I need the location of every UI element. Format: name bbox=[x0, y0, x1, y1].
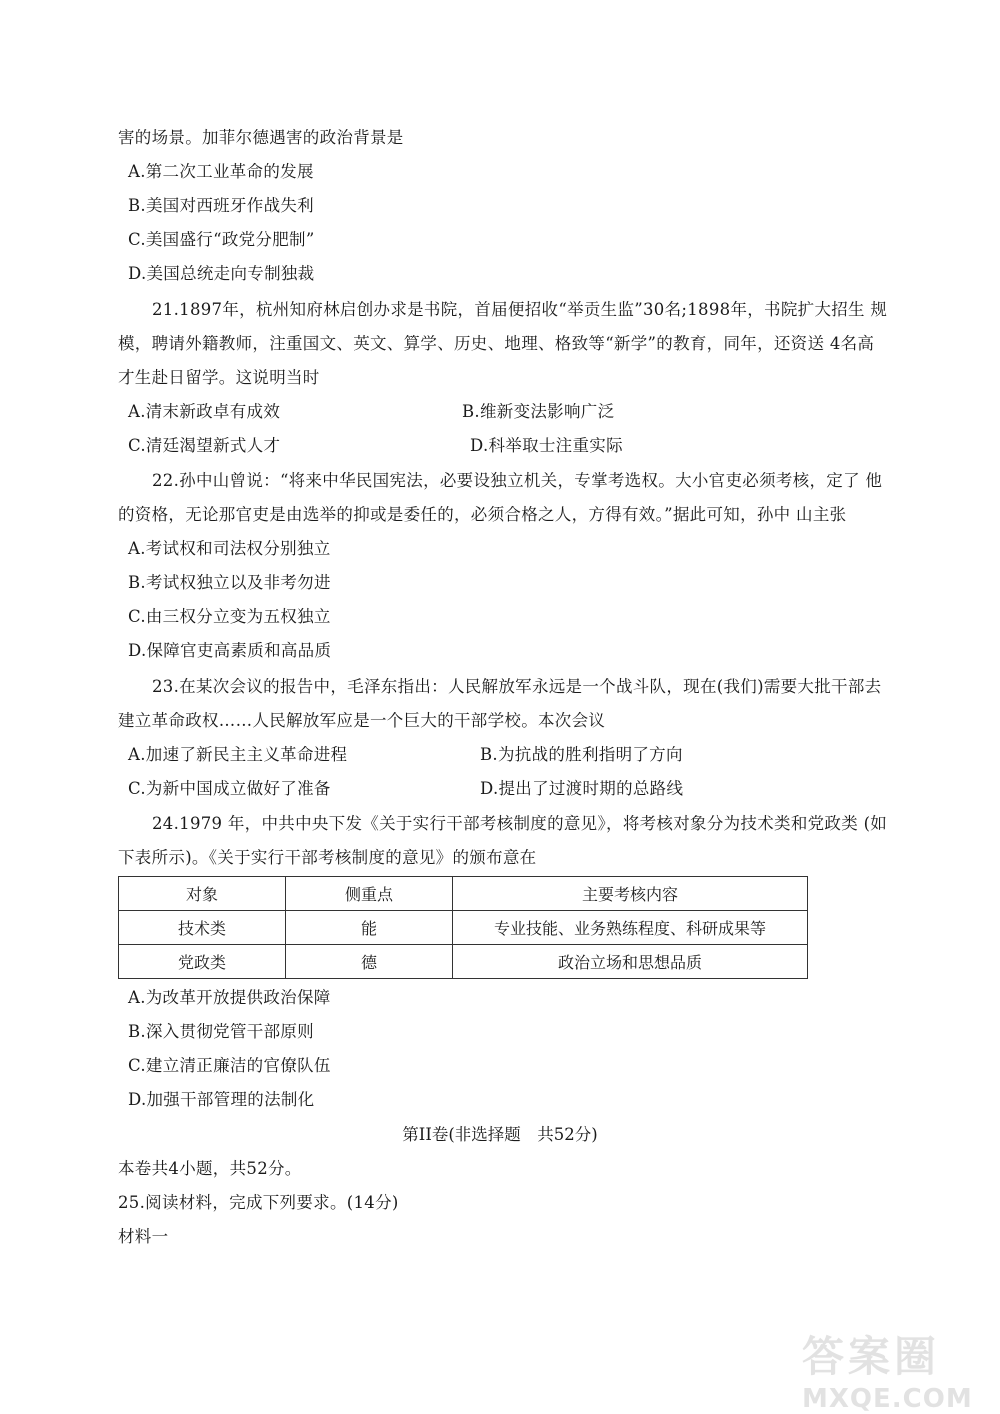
q23-option-a: A.加速了新民主主义革命进程 bbox=[128, 745, 348, 764]
q23-option-b: B.为抗战的胜利指明了方向 bbox=[480, 745, 683, 764]
q22-stem-line2: 的资格，无论那官吏是由选举的抑或是委任的，必须合格之人，方得有效。”据此可知，孙中 山主张 bbox=[118, 505, 847, 524]
q22-option-b: B.考试权独立以及非考勿进 bbox=[128, 573, 331, 592]
q24-option-b: B.深入贯彻党管干部原则 bbox=[128, 1022, 314, 1041]
table-cell: 党政类 bbox=[119, 945, 286, 979]
q22-option-d: D.保障官吏高素质和高品质 bbox=[128, 641, 332, 660]
watermark-site: MXQE.COM bbox=[802, 1384, 973, 1414]
q25-stem: 25.阅读材料，完成下列要求。(14分) bbox=[118, 1193, 399, 1212]
q22-option-a: A.考试权和司法权分别独立 bbox=[128, 539, 331, 558]
part2-intro: 本卷共4小题，共52分。 bbox=[118, 1159, 302, 1178]
q21-option-d: D.科举取士注重实际 bbox=[470, 436, 623, 455]
table-header-row bbox=[119, 877, 808, 911]
q24-option-a: A.为改革开放提供政治保障 bbox=[128, 988, 331, 1007]
table-header-cell: 对象 bbox=[119, 877, 286, 911]
q23-option-c: C.为新中国成立做好了准备 bbox=[128, 779, 331, 798]
q23-stem-line1: 23.在某次会议的报告中，毛泽东指出：人民解放军永远是一个战斗队，现在(我们)需要大批干部去 bbox=[152, 677, 882, 696]
watermark-logo: 答案圈 bbox=[802, 1332, 941, 1381]
q24-stem-line2: 下表所示)。《关于实行干部考核制度的意见》的颁布意在 bbox=[118, 848, 537, 867]
table-header-cell: 侧重点 bbox=[286, 877, 453, 911]
table-cell: 专业技能、业务熟练程度、科研成果等 bbox=[453, 911, 808, 945]
q20-option-b: B.美国对西班牙作战失利 bbox=[128, 196, 314, 215]
q24-stem-line1: 24.1979 年，中共中央下发《关于实行干部考核制度的意见》，将考核对象分为技术类和党政类 (如 bbox=[152, 814, 888, 833]
q20-option-a: A.第二次工业革命的发展 bbox=[128, 162, 314, 181]
q20-stem-tail: 害的场景。加菲尔德遇害的政治背景是 bbox=[118, 128, 404, 147]
site-watermark bbox=[802, 1324, 973, 1414]
table-header-cell: 主要考核内容 bbox=[453, 877, 808, 911]
part2-title: 第II卷(非选择题 共52分) bbox=[402, 1125, 598, 1144]
table-cell: 技术类 bbox=[119, 911, 286, 945]
q24-option-c: C.建立清正廉洁的官僚队伍 bbox=[128, 1056, 331, 1075]
q21-option-a: A.清末新政卓有成效 bbox=[128, 402, 281, 421]
q22-option-c: C.由三权分立变为五权独立 bbox=[128, 607, 331, 626]
q21-option-b: B.维新变法影响广泛 bbox=[462, 402, 615, 421]
q24-option-d: D.加强干部管理的法制化 bbox=[128, 1090, 315, 1109]
material-label: 材料一 bbox=[118, 1227, 169, 1246]
q24-table bbox=[118, 876, 808, 979]
table-cell: 德 bbox=[286, 945, 453, 979]
q23-option-d: D.提出了过渡时期的总路线 bbox=[480, 779, 684, 798]
table-row bbox=[119, 945, 808, 979]
q21-stem-line1: 21.1897年，杭州知府林启创办求是书院，首届便招收“举贡生监”30名;1898年，书院扩大招生 规 bbox=[152, 300, 888, 319]
table-row bbox=[119, 911, 808, 945]
q21-option-c: C.清廷渴望新式人才 bbox=[128, 436, 281, 455]
q22-stem-line1: 22.孙中山曾说：“将来中华民国宪法，必要设独立机关，专掌考选权。大小官吏必须考核，定了 他 bbox=[152, 471, 883, 490]
q23-stem-line2: 建立革命政权……人民解放军应是一个巨大的干部学校。本次会议 bbox=[118, 711, 606, 730]
q20-option-c: C.美国盛行“政党分肥制” bbox=[128, 230, 315, 249]
table-cell: 政治立场和思想品质 bbox=[453, 945, 808, 979]
q20-option-d: D.美国总统走向专制独裁 bbox=[128, 264, 315, 283]
q21-stem-line3: 才生赴日留学。这说明当时 bbox=[118, 368, 320, 387]
q21-stem-line2: 模，聘请外籍教师，注重国文、英文、算学、历史、地理、格致等“新学”的教育，同年，还资送 4名高 bbox=[118, 334, 875, 353]
table-cell: 能 bbox=[286, 911, 453, 945]
